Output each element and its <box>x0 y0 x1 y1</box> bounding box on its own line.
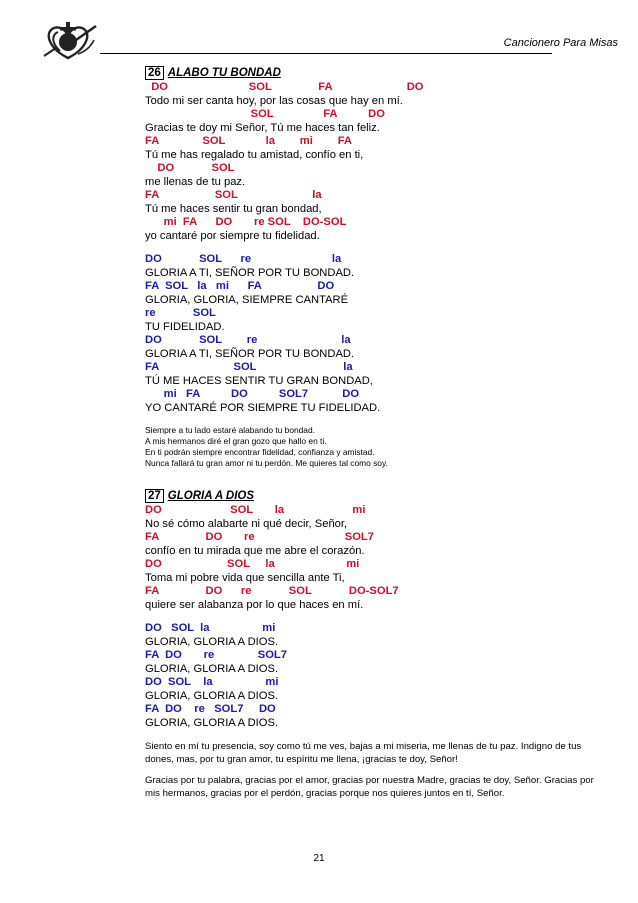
chord-line: DO SOL re la <box>145 334 351 346</box>
page-number: 21 <box>313 853 325 864</box>
chord-line: DO SOL FA DO <box>145 81 424 93</box>
lyric-line: Tú me has regalado tu amistad, confío en ti, <box>145 148 364 161</box>
header-title: Cancionero Para Misas <box>503 37 618 49</box>
chord-line: DO SOL la mi <box>145 676 279 688</box>
lyric-line: TU FIDELIDAD. <box>145 320 225 333</box>
lyric-line: Tú me haces sentir tu gran bondad, <box>145 202 322 215</box>
note-line: A mis hermanos diré el gran gozo que hallo en ti. <box>145 436 327 446</box>
lyric-line: me llenas de tu paz. <box>145 175 246 188</box>
song-number: 26 <box>145 66 164 80</box>
song-verse <box>145 504 615 612</box>
lyric-line: TÚ ME HACES SENTIR TU GRAN BONDAD, <box>145 374 373 387</box>
songbook-content <box>145 64 615 800</box>
song-number: 27 <box>145 489 164 503</box>
chord-line: FA SOL la mi FA DO <box>145 280 335 292</box>
chord-line: mi FA DO re SOL DO-SOL <box>145 216 347 228</box>
chord-line: mi FA DO SOL7 DO <box>145 388 360 400</box>
chord-line: DO SOL re la <box>145 253 342 265</box>
note-line: Nunca fallará tu gran amor ni tu perdón. Me quieres tal como soy. <box>145 458 388 468</box>
lyric-line: yo cantaré por siempre tu fidelidad. <box>145 229 320 242</box>
lyric-line: GLORIA, GLORIA, SIEMPRE CANTARÉ <box>145 293 349 306</box>
song-name: ALABO TU BONDAD <box>167 67 281 79</box>
lyric-line: Gracias te doy mi Señor, Tú me haces tan feliz. <box>145 121 380 134</box>
song-notes <box>145 425 615 469</box>
header-divider <box>100 53 552 54</box>
chord-line: re SOL <box>145 307 216 319</box>
chord-line: DO SOL la mi <box>145 504 366 516</box>
lyric-line: GLORIA, GLORIA A DIOS. <box>145 662 279 675</box>
note-line: Siempre a tu lado estaré alabando tu bondad. <box>145 425 315 435</box>
lyric-line: quiere ser alabanza por lo que haces en mí. <box>145 598 364 611</box>
chord-line: FA DO re SOL7 <box>145 649 287 661</box>
song-chorus <box>145 622 615 730</box>
chord-line: FA SOL la <box>145 361 353 373</box>
lyric-line: GLORIA A TI, SEÑOR POR TU BONDAD. <box>145 266 355 279</box>
lyric-line: No sé cómo alabarte ni qué decir, Señor, <box>145 517 348 530</box>
lyric-line: confío en tu mirada que me abre el corazón. <box>145 544 365 557</box>
chord-line: DO SOL la mi <box>145 558 360 570</box>
song-title <box>145 66 615 81</box>
chord-line: FA DO re SOL DO-SOL7 <box>145 585 399 597</box>
chord-line: FA DO re SOL7 <box>145 531 374 543</box>
lyric-line: Toma mi pobre vida que sencilla ante Ti, <box>145 571 345 584</box>
chord-line: FA SOL la <box>145 189 322 201</box>
lyric-line: GLORIA, GLORIA A DIOS. <box>145 635 279 648</box>
note-line: En ti podrán siempre encontrar fidelidad, confianza y amistad. <box>145 447 375 457</box>
prayer-paragraph: Siento en mí tu presencia, soy como tú me ves, bajas a mi miseria, me llenas de tu paz. Indigno de tus dones, mas, por tu gran amor, tu espíritu me llena, ¡gracias te doy, Señor! <box>145 741 582 765</box>
chord-line: FA SOL la mi FA <box>145 135 353 147</box>
lyric-line: GLORIA, GLORIA A DIOS. <box>145 689 279 702</box>
chord-line: SOL FA DO <box>145 108 385 120</box>
song-chorus <box>145 253 615 415</box>
prayer-paragraph: Gracias por tu palabra, gracias por el amor, gracias por nuestra Madre, gracias te doy, Señor. Gracias por mis hermanos, gracias por el perdón, gracias porque nos quieres juntos en tí, Señor. <box>145 775 594 799</box>
lyric-line: Todo mi ser canta hoy, por las cosas que hay en mí. <box>145 94 403 107</box>
chord-line: FA DO re SOL7 DO <box>145 703 276 715</box>
song-name: GLORIA A DIOS <box>167 490 255 502</box>
lyric-line: YO CANTARÉ POR SIEMPRE TU FIDELIDAD. <box>145 401 381 414</box>
lyric-line: GLORIA A TI, SEÑOR POR TU BONDAD. <box>145 347 355 360</box>
lyric-line: GLORIA, GLORIA A DIOS. <box>145 716 279 729</box>
chord-line: DO SOL la mi <box>145 622 276 634</box>
song-verse <box>145 81 615 243</box>
chord-line: DO SOL <box>145 162 235 174</box>
heart-cross-emblem-icon <box>38 18 102 64</box>
song-title <box>145 489 615 504</box>
